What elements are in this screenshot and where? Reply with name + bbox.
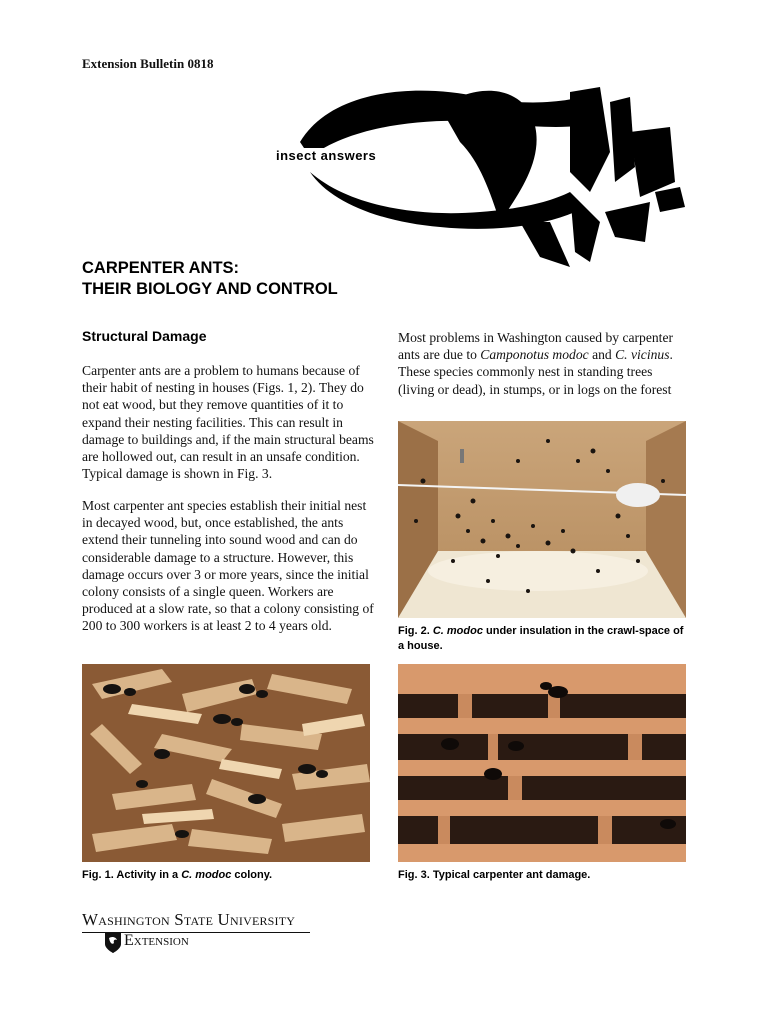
ant-brush-logo-icon [270, 72, 690, 272]
fig-3-photo [398, 664, 686, 862]
fig-1-caption [82, 868, 372, 883]
fig-2-caption-prefix: Fig. 2. [398, 625, 433, 637]
extension-name: Extension [124, 932, 189, 949]
section-heading: Structural Damage [82, 328, 207, 344]
fig-1-caption-prefix: Fig. 1. Activity in a [82, 869, 182, 881]
fig-2-photo [398, 421, 686, 618]
fig-1-photo [82, 664, 370, 862]
bulletin-number: Extension Bulletin 0818 [82, 56, 214, 71]
paragraph-3-text-a: Most problems in Washington caused by carpenter ants are due to [398, 330, 674, 363]
logo-tagline: insect answers [276, 148, 377, 163]
fig-1-caption-species: C. modoc [181, 869, 232, 881]
paragraph-1: Carpenter ants are a problem to humans because of their habit of nesting in houses (Figs. 1, 2). They do not eat wood, but they remove quantities of it to expand their nesting facilities. This can result in damage to buildings and, if the main structural beams are hollowed out, can result in an unsafe condition. Typical damage is shown in Fig. 3. [82, 363, 374, 482]
paragraph-3-text-c: . These species commonly nest in standing trees (living or dead), in stumps, or in logs on the forest [398, 347, 673, 397]
fig-3-caption: Fig. 3. Typical carpenter ant damage. [398, 869, 591, 881]
page-title [82, 258, 402, 300]
species-name: C. vicinus [615, 347, 670, 363]
cougar-shield-icon [104, 932, 122, 954]
university-name: Washington State University [82, 910, 296, 929]
paragraph-3 [398, 329, 692, 398]
fig-2-caption-species: C. modoc [432, 625, 483, 637]
title-line-2: THEIR BIOLOGY AND CONTROL [82, 280, 338, 298]
fig-2-caption [398, 624, 688, 654]
fig-2-caption-suffix: under insulation in the crawl-space of a house. [398, 625, 684, 652]
paragraph-2: Most carpenter ant species establish their initial nest in decayed wood, but, once established, the ants extend their tunneling into sound wood and can do considerable damage to a structure. However, this damage occurs over 3 or more years, since the initial colony consists of a single queen. Workers are produced at a slow rate, so that a colony consisting of 200 to 300 workers is at least 2 to 4 years old. [82, 498, 374, 634]
paragraph-3-text-b: and [588, 347, 616, 363]
species-name: Camponotus modoc [480, 347, 589, 363]
title-line-1: CARPENTER ANTS: [82, 259, 240, 277]
insect-answers-logo [270, 72, 690, 272]
fig-1-caption-suffix: colony. [231, 869, 273, 881]
wsu-extension-logo [82, 910, 322, 960]
